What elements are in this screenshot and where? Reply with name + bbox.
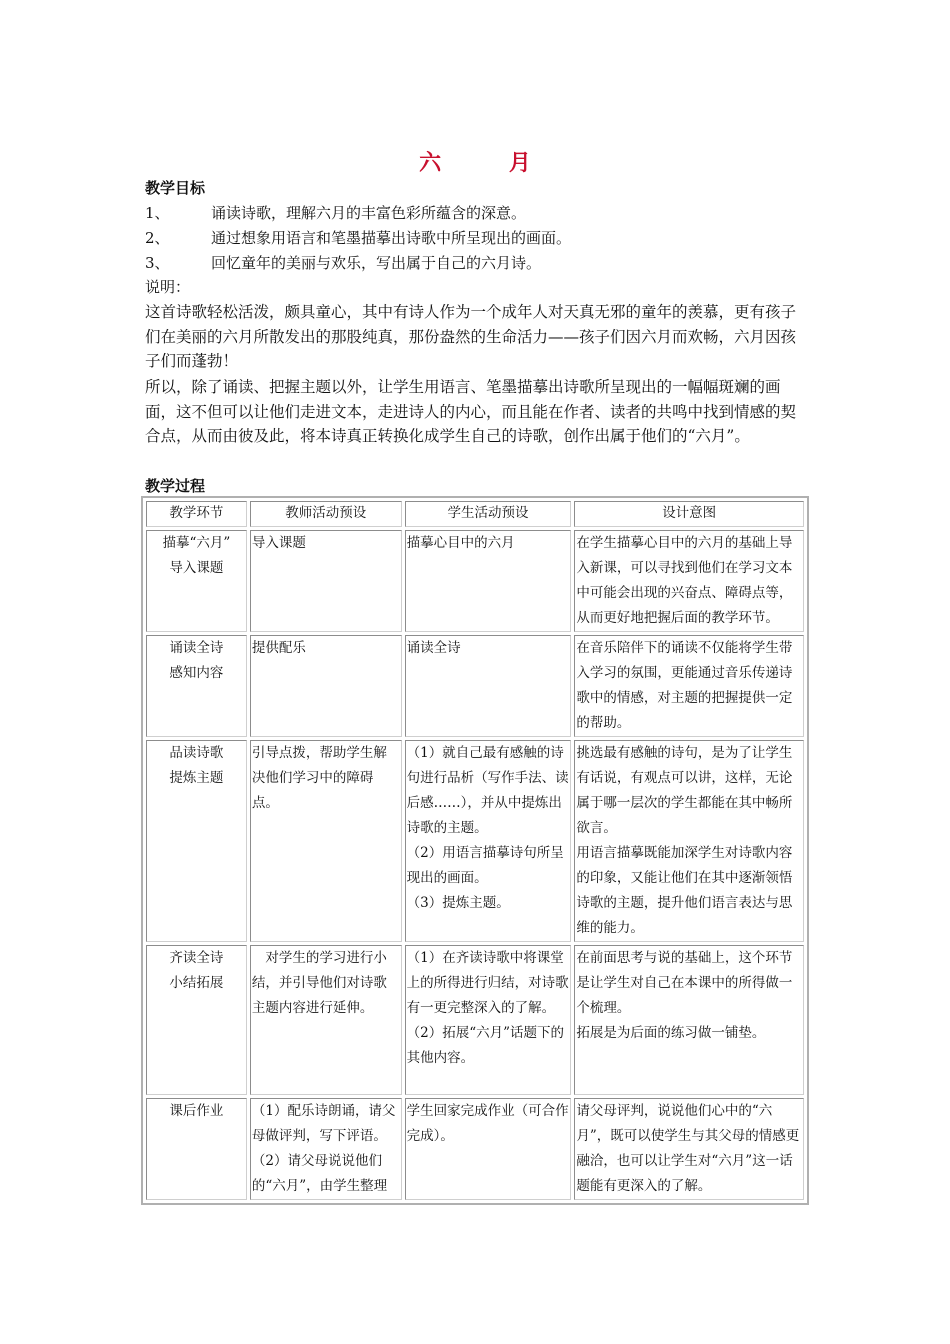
table-header-row [146, 501, 804, 527]
cell-student [405, 530, 572, 632]
cell-design [574, 530, 804, 632]
student-text: （2）用语言描摹诗句所呈现出的画面。 [406, 845, 564, 886]
cell-student [405, 1098, 572, 1200]
student-text: （2）拓展“六月”话题下的其他内容。 [406, 1025, 565, 1066]
cell-teacher [250, 635, 402, 737]
teacher-text: 提供配乐 [251, 640, 306, 656]
student-text: （1）在齐读诗歌中将课堂上的所得进行归结，对诗歌有一更完整深入的了解。 [406, 950, 569, 1016]
goal-text: 通过想象用语言和笔墨描摹出诗歌中所呈现出的画面。 [211, 229, 572, 247]
student-text: 诵读全诗 [406, 640, 461, 656]
student-text: （1）就自己最有感触的诗句进行品析（写作手法、读后感……），并从中提炼出诗歌的主题。 [406, 745, 569, 836]
stage-line: 感知内容 [169, 665, 224, 681]
stage-line: 描摹“六月” [162, 535, 231, 551]
teacher-text: （2）请父母说说他们的“六月”，由学生整理 [251, 1153, 388, 1194]
goal-number: 2、 [145, 229, 170, 247]
table-row [146, 635, 804, 737]
header-design: 设计意图 [574, 501, 804, 527]
design-text: 请父母评判，说说他们心中的“六月”，既可以使学生与其父母的情感更融洽，也可以让学生对“六月”这一话题能有更深入的了解。 [576, 1103, 800, 1194]
student-text: （3）提炼主题。 [406, 895, 510, 911]
cell-student [405, 635, 572, 737]
table-row [146, 1098, 804, 1200]
cell-student [405, 740, 572, 942]
teacher-text: 引导点拨，帮助学生解决他们学习中的障碍点。 [251, 745, 387, 811]
cell-teacher [250, 530, 402, 632]
goal-number: 1、 [145, 204, 170, 222]
cell-teacher [250, 945, 402, 1095]
cell-design [574, 635, 804, 737]
cell-stage [146, 945, 247, 1095]
table-row [146, 945, 804, 1095]
student-text: 描摹心目中的六月 [406, 535, 515, 551]
teacher-text: 对学生的学习进行小结，并引导他们对诗歌主题内容进行延伸。 [251, 950, 387, 1016]
design-text: 拓展是为后面的练习做一铺垫。 [576, 1025, 766, 1041]
goal-text: 回忆童年的美丽与欢乐，写出属于自己的六月诗。 [211, 254, 542, 272]
cell-stage [146, 635, 247, 737]
heading-teaching-process: 教学过程 [145, 477, 206, 495]
stage-line: 齐读全诗 [169, 950, 224, 966]
cell-design [574, 1098, 804, 1200]
cell-design [574, 945, 804, 1095]
note-paragraph-2: 所以，除了诵读、把握主题以外，让学生用语言、笔墨描摹出诗歌所呈现出的一幅幅斑斓的画面，这不但可以让他们走进文本，走进诗人的内心，而且能在作者、读者的共鸣中找到情感的契合点，从而由彼及此，将本诗真正转换化成学生自己的诗歌，创作出属于他们的“六月”。 [145, 378, 797, 445]
design-text: 在前面思考与说的基础上，这个环节是让学生对自己在本课中的所得做一个梳理。 [576, 950, 793, 1016]
header-student: 学生活动预设 [405, 501, 572, 527]
heading-teaching-goals: 教学目标 [145, 179, 206, 197]
student-text: 学生回家完成作业（可合作完成）。 [406, 1103, 569, 1144]
teaching-process-table [141, 496, 809, 1205]
goal-number: 3、 [145, 254, 170, 272]
table-row [146, 740, 804, 942]
cell-design [574, 740, 804, 942]
cell-teacher [250, 740, 402, 942]
teacher-text: 导入课题 [251, 535, 306, 551]
table-row [146, 530, 804, 632]
stage-line: 品读诗歌 [169, 745, 224, 761]
page-title: 六 月 [419, 150, 561, 176]
stage-line: 小结拓展 [169, 975, 224, 991]
goal-item [145, 201, 526, 225]
design-text: 用语言描摹既能加深学生对诗歌内容的印象，又能让他们在其中逐渐领悟诗歌的主题，提升他们语言表达与思维的能力。 [576, 845, 793, 936]
design-text: 挑选最有感触的诗句，是为了让学生有话说，有观点可以讲，这样，无论属于哪一层次的学生都能在其中畅所欲言。 [576, 745, 793, 836]
note-label: 说明： [145, 278, 191, 296]
cell-student [405, 945, 572, 1095]
note-paragraph-1: 这首诗歌轻松活泼，颇具童心，其中有诗人作为一个成年人对天真无邪的童年的羡慕，更有孩子们在美丽的六月所散发出的那股纯真，那份盎然的生命活力——孩子们因六月而欢畅，六月因孩子们而蓬勃！ [145, 303, 797, 370]
goal-text: 诵读诗歌，理解六月的丰富色彩所蕴含的深意。 [211, 204, 527, 222]
cell-stage [146, 530, 247, 632]
cell-teacher [250, 1098, 402, 1200]
design-text: 在音乐陪伴下的诵读不仅能将学生带入学习的氛围，更能通过音乐传递诗歌中的情感，对主题的把握提供一定的帮助。 [576, 640, 793, 731]
cell-stage [146, 740, 247, 942]
goal-item [145, 226, 571, 250]
stage-line: 诵读全诗 [169, 640, 224, 656]
stage-line: 导入课题 [169, 560, 224, 576]
design-text: 在学生描摹心目中的六月的基础上导入新课，可以寻找到他们在学习文本中可能会出现的兴奋点、障碍点等，从而更好地把握后面的教学环节。 [576, 535, 793, 626]
header-teacher: 教师活动预设 [250, 501, 402, 527]
stage-line: 课后作业 [169, 1103, 224, 1119]
cell-stage [146, 1098, 247, 1200]
stage-line: 提炼主题 [169, 770, 224, 786]
goal-item [145, 251, 541, 275]
header-stage: 教学环节 [146, 501, 247, 527]
teacher-text: （1）配乐诗朗诵，请父母做评判，写下评语。 [251, 1103, 396, 1144]
